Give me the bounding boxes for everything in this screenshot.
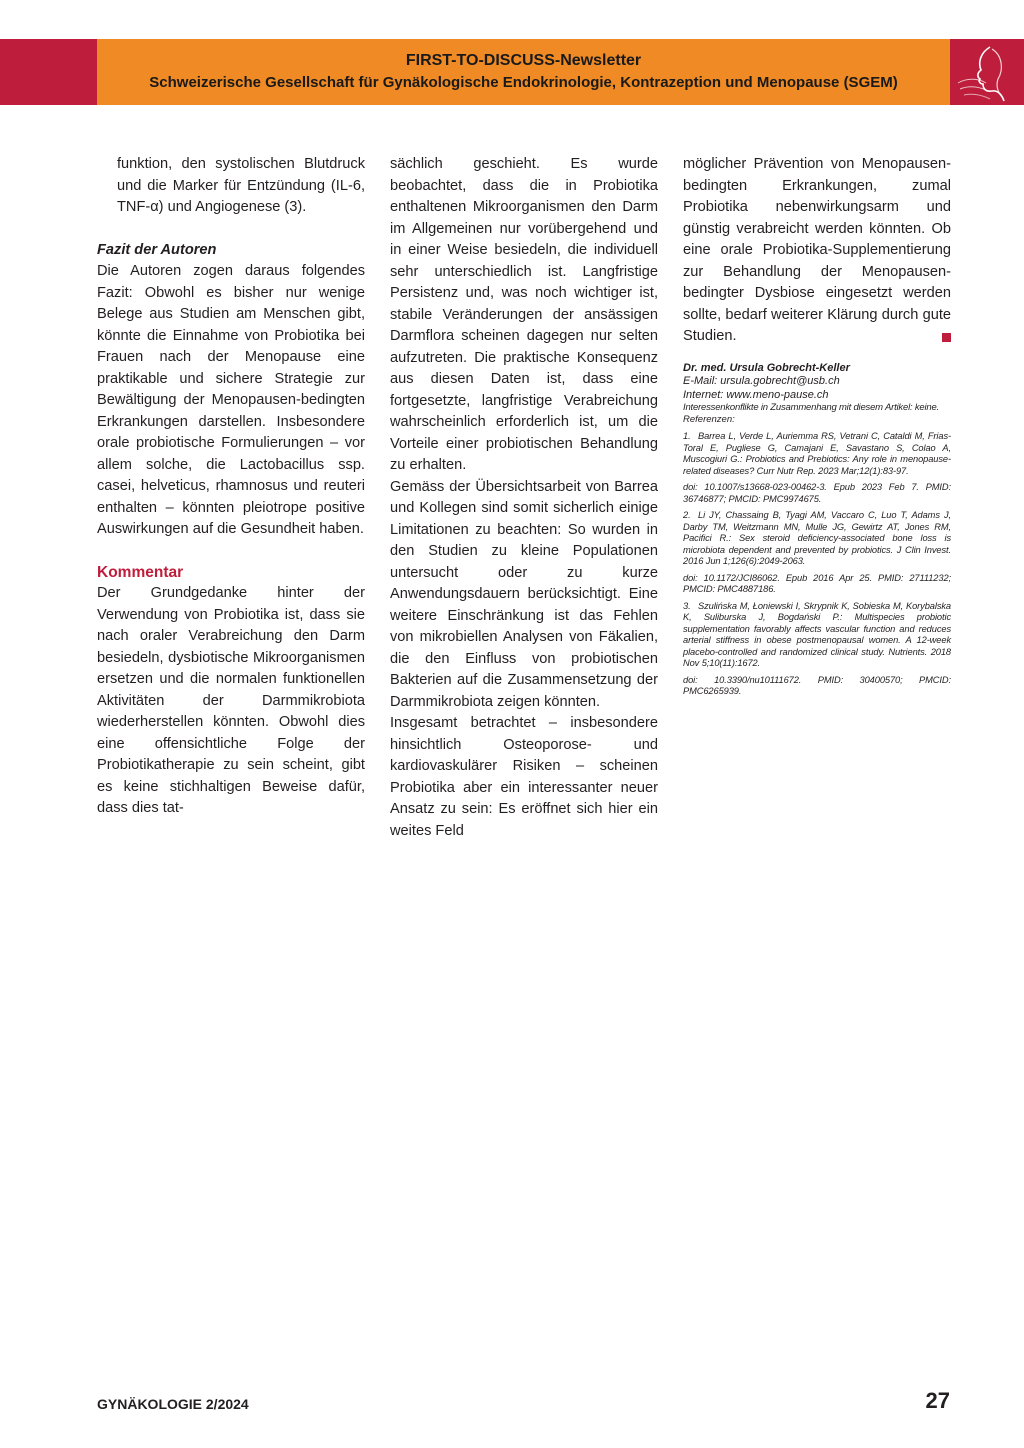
author-block [683,362,951,403]
kommentar-heading: Kommentar [97,563,184,581]
paragraph-text: möglicher Prävention von Menopausen-bedingten Erkrankungen, zumal Probiotika nebenwirkungsarm und günstig verabreicht werden könnten. Ob eine orale Probiotika-Supplementierung zur Behandlung der Menopausen-bedingter Dysbiose eingesetzt werden sollte, bedarf weiterer Klärung durch gute Studien. [683,156,951,344]
reference-item [683,601,951,670]
author-email: E-Mail: ursula.gobrecht@usb.ch [683,375,840,387]
reference-text: Barrea L, Verde L, Auriemma RS, Vetrani C, Cataldi M, Frias-Toral E, Pugliese G, Camajani E, Savastano S, Colao A, Muscogiuri G.: Probiotics and Prebiotics: Any role in menopause-related diseases? Curr Nutr Rep. 2023 Mar;12(1):83-97. [683,431,951,476]
paragraph: Insgesamt betrachtet – insbesondere hinsichtlich Osteoporose- und kardiovaskulärer Risiken – scheinen Probiotika aber ein interessanter neuer Ansatz zu sein: Es eröffnet sich hier ein weites Feld [390,715,658,839]
fazit-heading: Fazit der Autoren [97,241,217,258]
society-name: Schweizerische Gesellschaft für Gynäkologische Endokrinologie, Kontrazeption und Menopause (SGEM) [149,74,898,91]
column-2 [390,154,658,842]
conflict-of-interest: Interessenkonflikte in Zusammenhang mit diesem Artikel: keine. [683,402,940,413]
reference-text: Li JY, Chassaing B, Tyagi AM, Vaccaro C, Luo T, Adams J, Darby TM, Weitzmann MN, Mulle JG, Gewirtz AT, Jones RM, Pacifici R.: Sex steroid deficiency-associated bone loss is microbiota dependent and prevented by probiotics. J Clin Invest. 2016 Jun 1;126(6):2049-2063. [683,510,951,566]
page-number: 27 [925,1388,950,1413]
end-of-article-square-icon [942,333,951,342]
header-bar [0,39,1024,105]
paragraph: Die Autoren zogen daraus folgendes Fazit: Obwohl es bisher nur wenige Belege aus Studien am Menschen gibt, könnte die Einnahme von Probiotika bei Frauen nach der Menopause eine praktikable und sichere Strategie zur Bewältigung der Menopausen-bedingten Erkrankungen darstellen. Insbesondere orale probiotische Formulierungen – vor allem solche, die Lactobacillus ssp. casei, helveticus, rhamnosus und reuteri enthalten – könnten pleiotrope positive Auswirkungen auf die Gesundheit haben. [97,263,365,537]
reference-number: 3. [683,600,691,611]
references-label: Referenzen: [683,414,735,425]
journal-issue: GYNÄKOLOGIE 2/2024 [97,1396,249,1412]
paragraph: funktion, den systolischen Blutdruck und die Marker für Entzündung (IL-6, TNF-α) und Angiogenese (3). [117,156,365,215]
author-name: Dr. med. Ursula Gobrecht-Keller [683,361,850,374]
newsletter-title: FIRST-TO-DISCUSS-Newsletter [405,52,642,69]
reference-number: 1. [683,431,691,441]
reference-item [683,431,951,477]
reference-doi: doi: 10.1007/s13668-023-00462-3. Epub 2023 Feb 7. PMID: 36746877; PMCID: PMC9974675. [683,482,951,504]
paragraph: Gemäss der Übersichtsarbeit von Barrea und Kollegen sind somit sicherlich einige Limitationen zu beachten: So wurden in den Studien zu kleine Populationen untersucht oder zu kurze Anwendungsdauern berücksichtigt. Eine weitere Einschränkung ist das Fehlen von mikrobiellen Analysen von Fäkalien, die den Einfluss von probiotischen Bakterien auf die Zusammensetzung der Darmmikrobiota zeigen könnten. [390,478,658,710]
header-accent-left [0,39,97,105]
reference-text: Szulińska M, Łoniewski I, Skrypnik K, Sobieska M, Korybalska K, Suliburska J, Bogdański P.: Multispecies probiotic supplementation favorably affects vascular function and reduces arterial stiffness in obese postmenopausal women. A 12-week placebo-controlled and randomized clinical study. Nutrients. 2018 Nov 5;10(11):1672. [683,600,951,668]
reference-doi: doi: 10.3390/nu10111672. PMID: 30400570; PMCID: PMC6265939. [683,674,951,696]
paragraph: sächlich geschieht. Es wurde beobachtet, dass die in Probiotika enthaltenen Mikroorganismen den Darm im Allgemeinen nur vorübergehend und in einer Weise besiedeln, die individuell sehr unterschiedlich ist. Langfristige Persistenz und, was noch wichtiger ist, stabile Veränderungen der ansässigen Darmflora scheinen dagegen nur selten aufzutreten. Die praktische Konsequenz aus diesen Daten ist, dass eine fortgesetzte, langfristige Verabreichung wahrscheinlich erforderlich ist, um die Vorteile einer probiotischen Behandlung zu erhalten. [390,156,658,473]
column-1 [97,154,365,820]
reference-doi: doi: 10.1172/JCI86062. Epub 2016 Apr 25. PMID: 27111232; PMCID: PMC4887186. [683,572,951,594]
paragraph: Der Grundgedanke hinter der Verwendung von Probiotika ist, dass sie nach oraler Verabreichung den Darm besiedeln, dysbiotische Mikroorganismen ersetzen und die normalen funktionellen Aktivitäten der Darmmikrobiota wiederherstellen könnten. Obwohl dies eine offensichtliche Folge der Probiotikatherapie zu sein scheint, gibt es keine stichhaltigen Beweise dafür, dass dies tat- [97,585,365,816]
woman-profile-logo-icon [950,39,1024,105]
column-3 [683,154,951,698]
paragraph [683,154,951,348]
author-website: Internet: www.meno-pause.ch [683,388,829,401]
reference-item [683,510,951,568]
reference-number: 2. [683,510,691,520]
